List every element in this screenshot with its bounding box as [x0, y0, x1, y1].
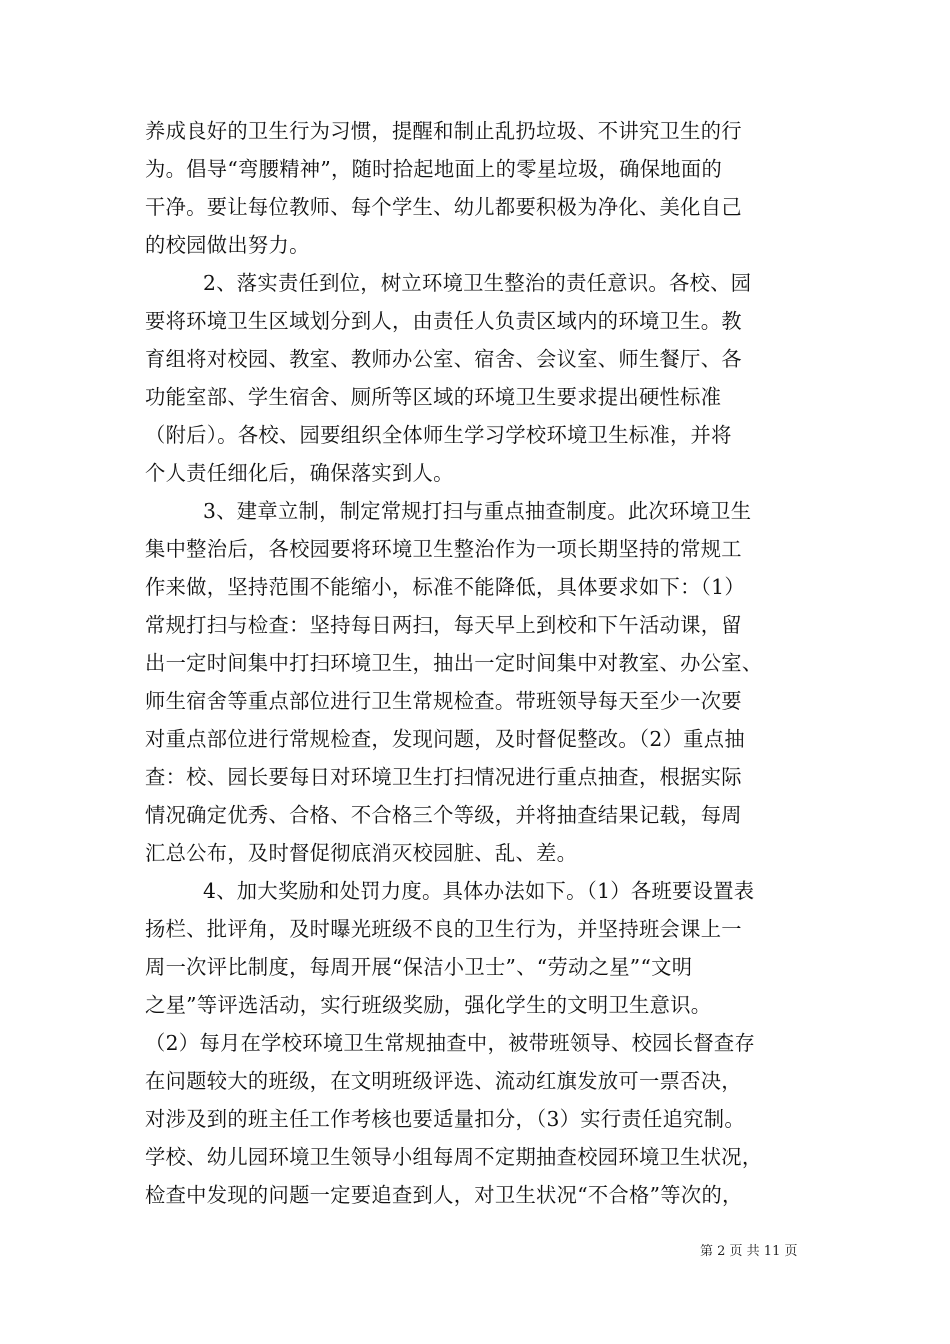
text-line: 扬栏、批评角，及时曝光班级不良的卫生行为，并坚持班会课上一	[145, 917, 742, 941]
text-line: （附后）。各校、园要组织全体师生学习学校环境卫生标准，并将	[145, 423, 732, 447]
paragraph-3-start: 3、建章立制，制定常规打扫与重点抽查制度。此次环境卫生	[203, 499, 752, 523]
body-text	[145, 112, 813, 1214]
text-line: 干净。要让每位教师、每个学生、幼儿都要积极为净化、美化自己	[145, 195, 742, 219]
text-line: 周一次评比制度，每周开展“保洁小卫士”、“劳动之星”“文明	[145, 955, 693, 979]
text-line: 师生宿舍等重点部位进行卫生常规检查。带班领导每天至少一次要	[145, 689, 742, 713]
text-line: 之星”等评选活动，实行班级奖励，强化学生的文明卫生意识。	[145, 993, 712, 1017]
paragraph-4-start: 4、加大奖励和处罚力度。具体办法如下。（1）各班要设置表	[203, 879, 755, 903]
text-line: 对重点部位进行常规检查，发现问题，及时督促整改。（2）重点抽	[145, 727, 745, 751]
text-line: 出一定时间集中打扫环境卫生，抽出一定时间集中对教室、办公室、	[145, 651, 763, 675]
page-number-footer: 第 2 页 共 11 页	[700, 1244, 798, 1259]
text-line: 对涉及到的班主任工作考核也要适量扣分，（3）实行责任追究制。	[145, 1107, 745, 1131]
text-line: 要将环境卫生区域划分到人，由责任人负责区域内的环境卫生。教	[145, 309, 742, 333]
text-line: 在问题较大的班级，在文明班级评选、流动红旗发放可一票否决，	[145, 1069, 742, 1093]
text-line: 个人责任细化后，确保落实到人。	[145, 461, 454, 485]
text-line: 为。倡导“弯腰精神”，随时拾起地面上的零星垃圾，确保地面的	[145, 157, 723, 181]
text-line: 育组将对校园、教室、教师办公室、宿舍、会议室、师生餐厅、各	[145, 347, 742, 371]
text-line: 汇总公布，及时督促彻底消灭校园脏、乱、差。	[145, 841, 578, 865]
text-line: 情况确定优秀、合格、不合格三个等级，并将抽查结果记载，每周	[145, 803, 742, 827]
text-line: 的校园做出努力。	[145, 233, 310, 257]
text-line: 学校、幼儿园环境卫生领导小组每周不定期抽查校园环境卫生状况，	[145, 1145, 763, 1169]
text-line: 常规打扫与检查：坚持每日两扫，每天早上到校和下午活动课，留	[145, 613, 742, 637]
text-line: 检查中发现的问题一定要追查到人，对卫生状况“不合格”等次的，	[145, 1183, 743, 1207]
text-line: （2）每月在学校环境卫生常规抽查中，被带班领导、校园长督查存	[145, 1031, 756, 1055]
text-line: 作来做，坚持范围不能缩小，标准不能降低，具体要求如下：（1）	[145, 575, 745, 599]
text-line: 养成良好的卫生行为习惯，提醒和制止乱扔垃圾、不讲究卫生的行	[145, 119, 742, 143]
paragraph-2-start: 2、落实责任到位，树立环境卫生整治的责任意识。各校、园	[203, 271, 752, 295]
text-line: 功能室部、学生宿舍、厕所等区域的环境卫生要求提出硬性标准	[145, 385, 722, 409]
text-line: 查：校、园长要每日对环境卫生打扫情况进行重点抽查，根据实际	[145, 765, 742, 789]
text-line: 集中整治后，各校园要将环境卫生整治作为一项长期坚持的常规工	[145, 537, 742, 561]
